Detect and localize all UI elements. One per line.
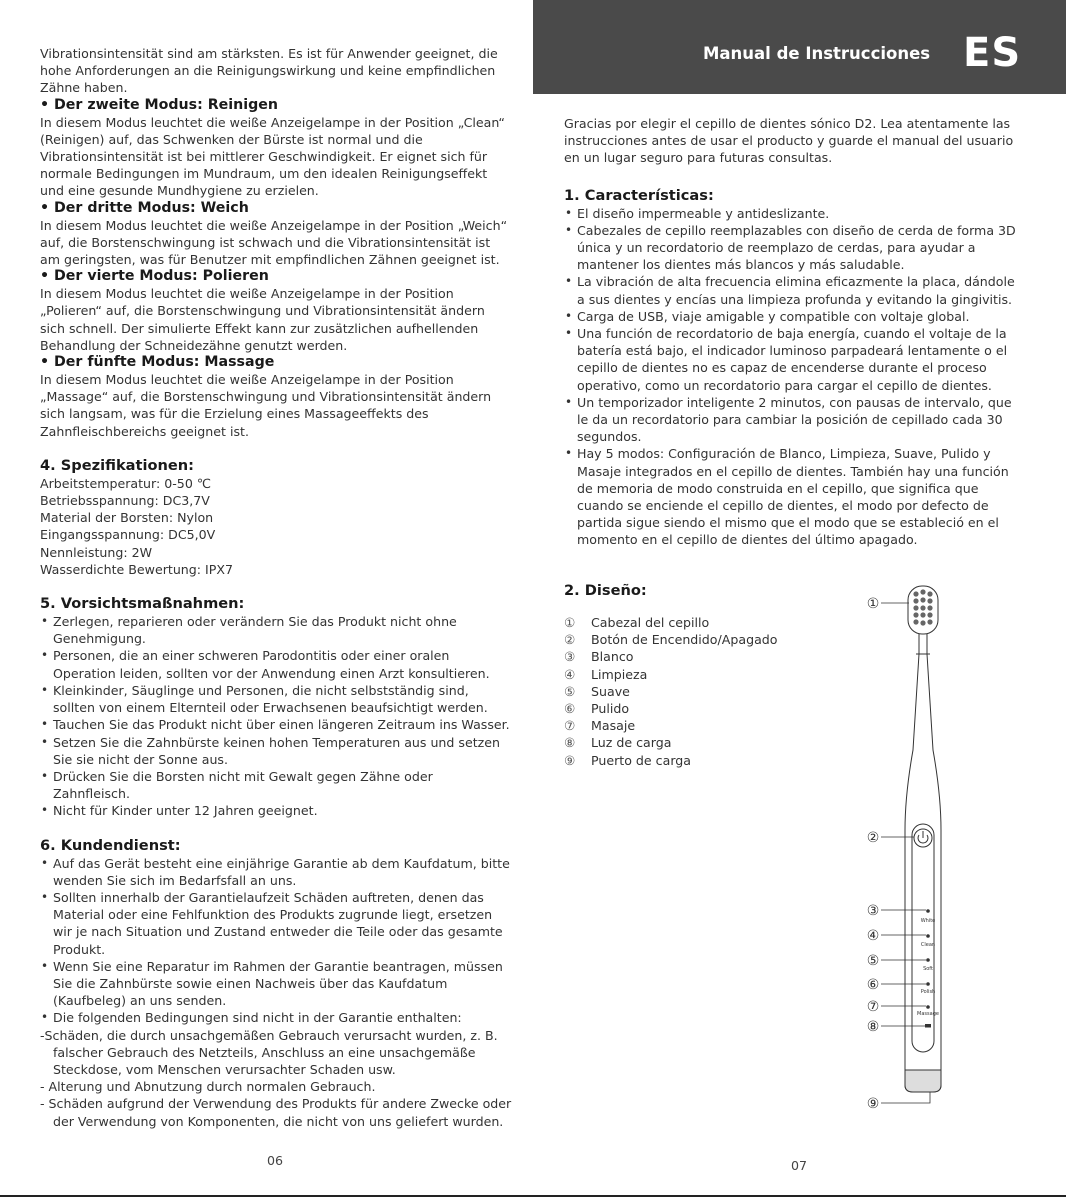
mode-label-massage: Massage xyxy=(917,1011,939,1017)
section-title-specs: 4. Spezifikationen: xyxy=(40,456,195,474)
mode-title: • Der dritte Modus: Weich xyxy=(40,199,249,216)
list-item: • Sollten innerhalb der Garantielaufzeit Schäden auftreten, denen das Material oder eine Fehlfunktion des Produkts zugrunde liegt, ersetzen wir je nach Situation und Zustand entweder die Teile oder das gesamte Produkt. xyxy=(40,889,512,958)
list-item: • La vibración de alta frecuencia elimina eficazmente la placa, dándole a sus dientes y encías una limpieza profunda y evitando la gingivitis. xyxy=(564,273,1024,307)
callout-2: ② xyxy=(866,830,880,846)
list-item xyxy=(564,717,824,734)
spec-line: Nennleistung: 2W xyxy=(40,544,153,560)
part-label: Luz de carga xyxy=(591,735,672,751)
part-number: ⑤ xyxy=(564,683,576,699)
callout-8: ⑧ xyxy=(866,1019,880,1035)
list-item: • Hay 5 modos: Configuración de Blanco, Limpieza, Suave, Pulido y Masaje integrados en el cepillo de dientes. También hay una función de memoria de modo construida en el cepillo, que significa que cuando se enciende el cepillo de dientes, el modo por defecto de partida sigue siendo el mismo que el modo que se estableció en el momento en el cepillo de dientes del último apagado. xyxy=(564,445,1024,548)
control-panel xyxy=(912,824,934,1052)
page-number: 07 xyxy=(791,1158,808,1173)
callout-6: ⑥ xyxy=(866,977,880,993)
bottom-rule xyxy=(0,1195,1066,1197)
precaution-list xyxy=(40,613,512,819)
mode-dot xyxy=(926,958,930,962)
section-title-service: 6. Kundendienst: xyxy=(40,836,181,854)
language-code: ES xyxy=(963,30,1022,76)
spec-line: Arbeitstemperatur: 0-50 ℃ xyxy=(40,475,211,491)
list-item xyxy=(564,648,824,665)
mode-label-white: White xyxy=(920,918,936,924)
header-title: Manual de Instrucciones xyxy=(703,44,931,63)
intro-paragraph: Vibrationsintensität sind am stärksten. Es ist für Anwender geeignet, die hohe Anforderungen an die Reinigungswirkung und keine empfindlichen Zähne haben. xyxy=(40,46,498,96)
mode-block xyxy=(40,97,512,200)
list-item: - Alterung und Abnutzung durch normalen Gebrauch. xyxy=(40,1079,376,1095)
list-item xyxy=(564,683,824,700)
brush-body xyxy=(905,634,941,1092)
list-item: • Drücken Sie die Borsten nicht mit Gewalt gegen Zähne oder Zahnfleisch. xyxy=(40,768,512,802)
list-item xyxy=(564,752,824,769)
part-label: Pulido xyxy=(591,701,630,717)
mode-title: • Der vierte Modus: Polieren xyxy=(40,268,269,285)
base-band xyxy=(905,1070,941,1092)
list-item: • Cabezales de cepillo reemplazables con diseño de cerda de forma 3D única y un recordatorio de reemplazo de cerdas, para ayudar a mantener los dientes más blancos y más saludable. xyxy=(564,222,1024,274)
callout-1: ① xyxy=(866,596,880,612)
mode-label-polish: Polish xyxy=(920,989,936,995)
part-number: ④ xyxy=(564,666,576,682)
spec-line: Material der Borsten: Nylon xyxy=(40,510,214,526)
spec-line: Eingangsspannung: DC5,0V xyxy=(40,527,216,543)
mode-title: • Der fünfte Modus: Massage xyxy=(40,354,275,371)
spec-list xyxy=(40,475,512,578)
list-item: • Wenn Sie eine Reparatur im Rahmen der Garantie beantragen, müssen Sie die Zahnbürste sowie einen Nachweis über das Kaufdatum (Kaufbeleg) an uns senden. xyxy=(40,958,512,1010)
list-item: • El diseño impermeable y antideslizante. xyxy=(564,205,1024,222)
list-item: • Una función de recordatorio de baja energía, cuando el voltaje de la batería está bajo, el indicador luminoso parpadeará lentamente o el cepillo de dientes no es capaz de encenderse durante el proceso operativo, como un recordatorio para cargar el cepillo de dientes. xyxy=(564,325,1024,394)
part-number: ② xyxy=(564,632,576,648)
bristles xyxy=(913,589,932,625)
part-number: ① xyxy=(564,615,576,630)
section-title-precautions: 5. Vorsichtsmaßnahmen: xyxy=(40,595,245,613)
mode-block xyxy=(40,354,512,440)
list-item: • Nicht für Kinder unter 12 Jahren geeignet. xyxy=(40,802,512,819)
mode-label-clean: Clean xyxy=(920,942,936,948)
callout-5: ⑤ xyxy=(866,953,880,969)
mode-title: • Der zweite Modus: Reinigen xyxy=(40,96,278,113)
list-item: • Tauchen Sie das Produkt nicht über einen längeren Zeitraum ins Wasser. xyxy=(40,716,512,733)
toothbrush-diagram xyxy=(823,580,1023,1120)
feature-list xyxy=(564,205,1024,549)
mode-label-soft: Soft xyxy=(923,966,933,972)
mode-text: In diesem Modus leuchtet die weiße Anzeigelampe in der Position „Weich“ auf, die Borstenschwingung ist schwach und die Vibrationsintensität ist am geringsten, was für Benutzer mit empfindlichen Zähnen geeignet ist. xyxy=(40,217,508,268)
right-page xyxy=(533,0,1066,1198)
list-item: • Die folgenden Bedingungen sind nicht in der Garantie enthalten: xyxy=(40,1009,512,1026)
list-item: • Kleinkinder, Säuglinge und Personen, die nicht selbstständig sind, sollten von einem Elternteil oder Erwachsenen beaufsichtigt werden. xyxy=(40,682,512,716)
part-label: Botón de Encendido/Apagado xyxy=(591,632,778,648)
callout-3: ③ xyxy=(866,903,880,919)
list-item: • Carga de USB, viaje amigable y compatible con voltaje global. xyxy=(564,308,1024,325)
mode-text: In diesem Modus leuchtet die weiße Anzeigelampe in der Position „Polieren“ auf, die Borstenschwingung und Vibrationsintensität ändern sich schnell. Der simulierte Effekt kann zur zusätzlichen aufhellenden Behandlung der Schneidezähne genutzt werden. xyxy=(40,286,485,353)
part-number: ⑨ xyxy=(564,752,576,768)
part-label: Blanco xyxy=(591,649,634,665)
section-title-design: 2. Diseño: xyxy=(564,582,647,599)
mode-text: In diesem Modus leuchtet die weiße Anzeigelampe in der Position „Clean“ (Reinigen) auf, das Schwenken der Bürste ist normal und die Vibrationsintensität ist bei mittlerer Geschwindigkeit. Er eignet sich für normale Bedingungen im Mundraum, um den idealen Reinigungseffekt und eine gesunde Mundhygiene zu erzielen. xyxy=(40,114,505,199)
mode-dot xyxy=(926,909,930,913)
list-item: -Schäden, die durch unsachgemäßen Gebrauch verursacht wurden, z. B. falscher Gebrauch des Netzteils, Anschluss an eine unsachgemäße Steckdose, vom Menschen verursachter Schaden usw. xyxy=(40,1027,498,1077)
header-band xyxy=(533,0,1066,94)
mode-block xyxy=(40,268,512,354)
mode-dot xyxy=(926,934,930,938)
part-number: ⑥ xyxy=(564,701,576,717)
list-item: • Zerlegen, reparieren oder verändern Sie das Produkt nicht ohne Genehmigung. xyxy=(40,613,512,647)
list-item xyxy=(564,614,824,631)
list-item: • Un temporizador inteligente 2 minutos, con pausas de intervalo, que le da un recordatorio para cambiar la posición de cepillado cada 30 segundos. xyxy=(564,394,1024,446)
part-number: ⑧ xyxy=(564,735,576,751)
service-list xyxy=(40,855,512,1130)
intro-paragraph: Gracias por elegir el cepillo de dientes sónico D2. Lea atentamente las instrucciones antes de usar el producto y guarde el manual del usuario en un lugar seguro para futuras consultas. xyxy=(564,116,1014,166)
mode-dot xyxy=(926,1005,930,1009)
spec-line: Betriebsspannung: DC3,7V xyxy=(40,493,210,509)
callout-9: ⑨ xyxy=(866,1096,880,1112)
list-item xyxy=(564,700,824,717)
spec-line: Wasserdichte Bewertung: IPX7 xyxy=(40,561,233,577)
design-parts-list xyxy=(564,614,824,769)
list-item: - Schäden aufgrund der Verwendung des Produkts für andere Zwecke oder der Verwendung von Komponenten, die nicht von uns geliefert wurden. xyxy=(40,1096,512,1129)
list-item xyxy=(564,631,824,648)
left-column xyxy=(40,45,512,1130)
part-label: Limpieza xyxy=(591,666,648,682)
callout-4: ④ xyxy=(866,928,880,944)
list-item xyxy=(564,734,824,751)
right-column xyxy=(564,115,1024,549)
section-title-features: 1. Características: xyxy=(564,186,714,204)
callout-7: ⑦ xyxy=(866,999,880,1015)
part-number: ⑦ xyxy=(564,718,576,734)
part-label: Puerto de carga xyxy=(591,752,691,768)
page-number: 06 xyxy=(267,1153,284,1168)
mode-dot xyxy=(926,982,930,986)
charge-light xyxy=(925,1024,931,1028)
part-label: Cabezal del cepillo xyxy=(591,615,710,630)
part-number: ③ xyxy=(564,649,576,665)
mode-text: In diesem Modus leuchtet die weiße Anzeigelampe in der Position „Massage“ auf, die Borstenschwingung und Vibrationsintensität ändern sich langsam, was für die Erzielung eines Massageeffekts des Zahnfleischbereichs geeignet ist. xyxy=(40,372,492,439)
list-item: • Personen, die an einer schweren Parodontitis oder einer oralen Operation leiden, sollten vor der Anwendung einen Arzt konsultieren. xyxy=(40,647,512,681)
part-label: Masaje xyxy=(591,718,636,734)
mode-block xyxy=(40,200,512,269)
list-item: • Setzen Sie die Zahnbürste keinen hohen Temperaturen aus und setzen Sie sie nicht der Sonne aus. xyxy=(40,734,512,768)
part-label: Suave xyxy=(591,683,630,699)
list-item xyxy=(564,666,824,683)
list-item: • Auf das Gerät besteht eine einjährige Garantie ab dem Kaufdatum, bitte wenden Sie sich im Bedarfsfall an uns. xyxy=(40,855,512,889)
